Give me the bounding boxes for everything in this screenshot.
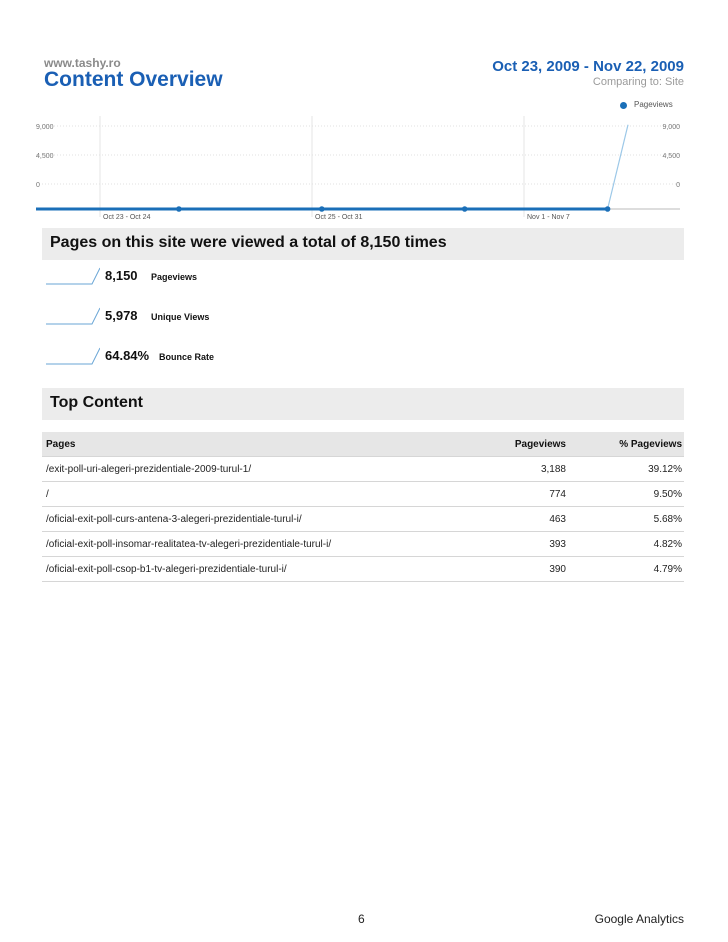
x-tick-label: Nov 1 - Nov 7 [527,214,570,221]
series-trend-segment [608,125,628,209]
pct-pageviews-cell: 39.12% [648,463,682,475]
pageviews-cell: 393 [549,538,566,550]
metric-label: Bounce Rate [159,352,215,362]
x-tick-label: Oct 23 - Oct 24 [103,214,151,221]
page-path-cell[interactable]: /oficial-exit-poll-csop-b1-tv-alegeri-prezidentiale-turul-i/ [46,563,287,575]
y-tick-label-left: 9,000 [36,124,54,131]
y-tick-label-right: 0 [676,182,680,189]
metric-value: 64.84% [105,348,150,363]
page-path-cell[interactable]: /oficial-exit-poll-curs-antena-3-alegeri-prezidentiale-turul-i/ [46,513,302,525]
metric-value: 5,978 [105,308,138,323]
x-tick-label: Oct 25 - Oct 31 [315,214,363,221]
pageviews-cell: 3,188 [540,463,566,475]
pageviews-cell: 390 [549,563,566,575]
page-path-cell[interactable]: /oficial-exit-poll-insomar-realitatea-tv-alegeri-prezidentiale-turul-i/ [46,538,332,550]
pct-pageviews-cell: 9.50% [653,488,682,500]
pageviews-cell: 774 [549,488,566,500]
page-number: 6 [358,912,365,926]
table-row[interactable] [42,457,684,482]
summary-heading: Pages on this site were viewed a total of 8,150 times [50,234,447,251]
footer-brand: Google Analytics [594,912,684,926]
pageviews-cell: 463 [549,513,566,525]
page-path-cell[interactable]: /exit-poll-uri-alegeri-prezidentiale-2009-turul-1/ [46,463,252,475]
y-tick-label-left: 4,500 [36,153,54,160]
top-content-table [42,432,684,582]
comparing-label: Comparing to: Site [592,76,684,88]
page-path-cell[interactable]: / [46,488,49,500]
column-header-pct-pageviews[interactable]: % Pageviews [619,438,682,450]
table-row[interactable] [42,482,684,507]
metric-label: Unique Views [151,312,210,322]
table-row[interactable] [42,557,684,582]
table-header [42,432,684,457]
date-range: Oct 23, 2009 - Nov 22, 2009 [492,58,684,75]
site-url: www.tashy.ro [44,56,121,70]
data-point [605,206,611,212]
legend-label: Pageviews [634,100,673,109]
table-row[interactable] [42,507,684,532]
data-point [462,206,468,212]
pageviews-chart [36,96,688,226]
metric-sparkline [46,306,100,326]
metric-sparkline [46,346,100,366]
metric-label: Pageviews [151,272,198,282]
y-tick-label-left: 0 [36,182,40,189]
data-point [319,206,325,212]
y-tick-label-right: 9,000 [662,124,680,131]
pct-pageviews-cell: 5.68% [653,513,682,525]
metric-value: 8,150 [105,268,138,283]
pct-pageviews-cell: 4.82% [653,538,682,550]
table-row[interactable] [42,532,684,557]
column-header-pageviews[interactable]: Pageviews [514,438,566,450]
column-header-pages[interactable]: Pages [46,438,76,450]
page-title: Content Overview [44,68,223,91]
data-point [176,206,182,212]
top-content-heading: Top Content [50,394,144,411]
metric-sparkline [46,266,100,286]
y-tick-label-right: 4,500 [662,153,680,160]
pct-pageviews-cell: 4.79% [653,563,682,575]
